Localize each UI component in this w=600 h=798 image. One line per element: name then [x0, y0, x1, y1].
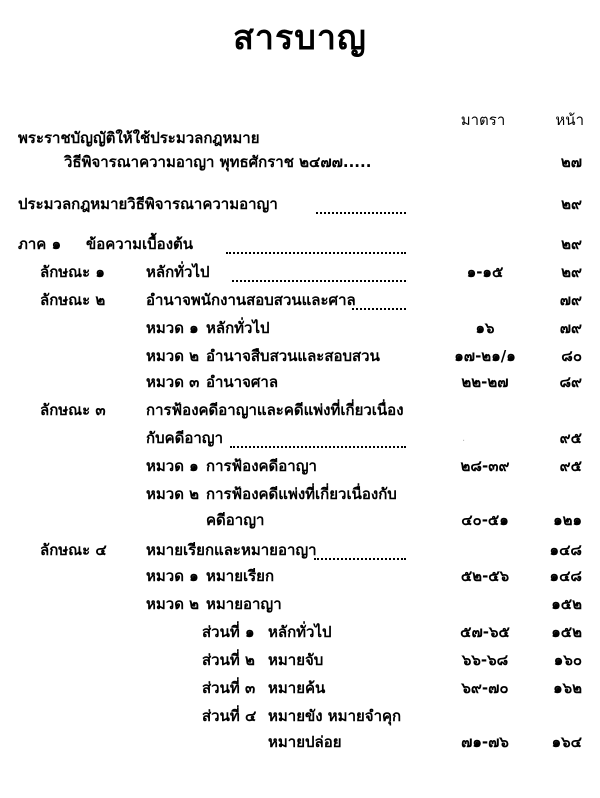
- entry-text: หมายอาญา: [206, 595, 282, 613]
- entry-article: ๕๒-๕๖: [460, 567, 510, 585]
- toc-row: [0, 290, 600, 314]
- entry-page: ๑๖๐: [553, 651, 582, 669]
- toc-row: [0, 194, 600, 218]
- entry-label: ลักษณะ ๒: [40, 291, 106, 309]
- entry-text: หมายปล่อย: [268, 733, 342, 751]
- toc-row: [0, 400, 600, 424]
- entry-label: ลักษณะ ๓: [40, 401, 106, 419]
- entry-label: หมวด ๑: [146, 457, 199, 475]
- entry-page: ๙๕: [559, 457, 582, 475]
- entry-label: ส่วนที่ ๓: [202, 679, 256, 697]
- entry-text: วิธีพิจารณาความอาญา พุทธศักราช ๒๔๗๗.....: [64, 153, 372, 171]
- entry-page: ๑๕๒: [551, 623, 582, 641]
- entry-page: ๒๙: [561, 195, 582, 213]
- entry-page: ๗๙: [559, 319, 582, 337]
- entry-article: ๑๗-๒๑/๑: [454, 347, 516, 365]
- entry-text: พระราชบัญญัติให้ใช้ประมวลกฎหมาย: [18, 129, 260, 147]
- page-title: สารบาญ: [233, 18, 367, 58]
- toc-row: [0, 650, 600, 674]
- entry-text: หลักทั่วไป: [268, 623, 332, 641]
- col-header-page: หน้า: [555, 111, 584, 129]
- toc-row: [0, 456, 600, 480]
- toc-row: [0, 484, 600, 508]
- entry-label: ลักษณะ ๔: [40, 541, 107, 559]
- entry-label: หมวด ๒: [146, 595, 200, 613]
- entry-text: หมายเรียกและหมายอาญา: [146, 541, 317, 559]
- entry-article: ๑๖: [475, 319, 495, 337]
- entry-label: หมวด ๑: [146, 319, 199, 337]
- entry-article: ๒๘-๓๙: [460, 457, 510, 475]
- scan-speck: ·: [462, 436, 466, 447]
- entry-text: หมายเรียก: [206, 567, 275, 585]
- entry-label: หมวด ๓: [146, 373, 200, 391]
- entry-text: การฟ้องคดีอาญา: [206, 457, 317, 475]
- entry-text: กับคดีอาญา: [146, 429, 224, 447]
- entry-text: การฟ้องคดีแพ่งที่เกี่ยวเนื่องกับ: [206, 485, 397, 503]
- dot-leader: [232, 280, 406, 282]
- entry-text: อำนาจศาล: [206, 373, 279, 391]
- entry-article: ๒๒-๒๗: [461, 373, 509, 391]
- dot-leader: [314, 558, 406, 560]
- entry-page: ๘๐: [561, 347, 582, 365]
- entry-page: ๒๗: [560, 153, 582, 171]
- entry-text: หมายจับ: [268, 651, 324, 669]
- toc-row: [0, 152, 600, 176]
- entry-page: ๑๖๒: [553, 679, 582, 697]
- entry-label: หมวด ๒: [146, 347, 200, 365]
- entry-text: หลักทั่วไป: [146, 263, 210, 281]
- entry-article: ๖๖-๖๘: [461, 651, 509, 669]
- toc-row: [0, 540, 600, 564]
- entry-label: หมวด ๒: [146, 485, 200, 503]
- entry-article: ๗๑-๗๖: [461, 733, 509, 751]
- entry-article: ๔๐-๕๑: [461, 511, 509, 529]
- entry-article: ๑-๑๕: [466, 263, 504, 281]
- col-header-article: มาตรา: [460, 111, 506, 129]
- entry-label: ส่วนที่ ๔: [202, 707, 257, 725]
- toc-row: [0, 128, 600, 152]
- entry-text: หมายขัง หมายจำคุก: [268, 707, 402, 725]
- dot-leader: [230, 446, 406, 448]
- toc-row: [0, 372, 600, 396]
- dot-leader: [352, 308, 406, 310]
- toc-row: [0, 594, 600, 618]
- toc-row: [0, 318, 600, 342]
- entry-article: ๖๙-๗๐: [461, 679, 509, 697]
- entry-text: การฟ้องคดีอาญาและคดีแพ่งที่เกี่ยวเนื่อง: [146, 401, 404, 419]
- toc-row: [0, 732, 600, 756]
- entry-article: ๕๗-๖๕: [460, 623, 510, 641]
- toc-row: [0, 706, 600, 730]
- dot-leader: [226, 252, 406, 254]
- toc-row: [0, 678, 600, 702]
- entry-label: ส่วนที่ ๒: [202, 651, 255, 669]
- entry-page: ๒๙: [561, 235, 582, 253]
- toc-row: [0, 428, 600, 452]
- entry-page: ๑๔๘: [549, 567, 582, 585]
- entry-page: ๑๖๔: [551, 733, 582, 751]
- toc-row: [0, 262, 600, 286]
- entry-page: ๒๙: [561, 263, 582, 281]
- dot-leader: [316, 212, 406, 214]
- entry-page: ๑๔๘: [549, 541, 582, 559]
- entry-page: ๙๕: [559, 429, 582, 447]
- entry-text: ข้อความเบื้องต้น: [86, 235, 194, 253]
- entry-page: ๗๙: [559, 291, 582, 309]
- toc-row: [0, 234, 600, 258]
- toc-row: [0, 510, 600, 534]
- entry-label: หมวด ๑: [146, 567, 199, 585]
- entry-label: ภาค ๑: [18, 235, 62, 253]
- entry-text: หมายค้น: [268, 679, 326, 697]
- entry-text: ประมวลกฎหมายวิธีพิจารณาความอาญา: [18, 195, 278, 213]
- entry-page: ๘๙: [559, 373, 582, 391]
- entry-text: อำนาจสืบสวนและสอบสวน: [206, 347, 380, 365]
- entry-text: หลักทั่วไป: [206, 319, 270, 337]
- entry-page: ๑๒๑: [553, 511, 582, 529]
- entry-label: ลักษณะ ๑: [40, 263, 105, 281]
- toc-row: [0, 346, 600, 370]
- entry-text: คดีอาญา: [206, 511, 265, 529]
- entry-page: ๑๕๒: [551, 595, 582, 613]
- toc-row: [0, 566, 600, 590]
- entry-label: ส่วนที่ ๑: [202, 623, 255, 641]
- entry-text: อำนาจพนักงานสอบสวนและศาล: [146, 291, 356, 309]
- toc-row: [0, 622, 600, 646]
